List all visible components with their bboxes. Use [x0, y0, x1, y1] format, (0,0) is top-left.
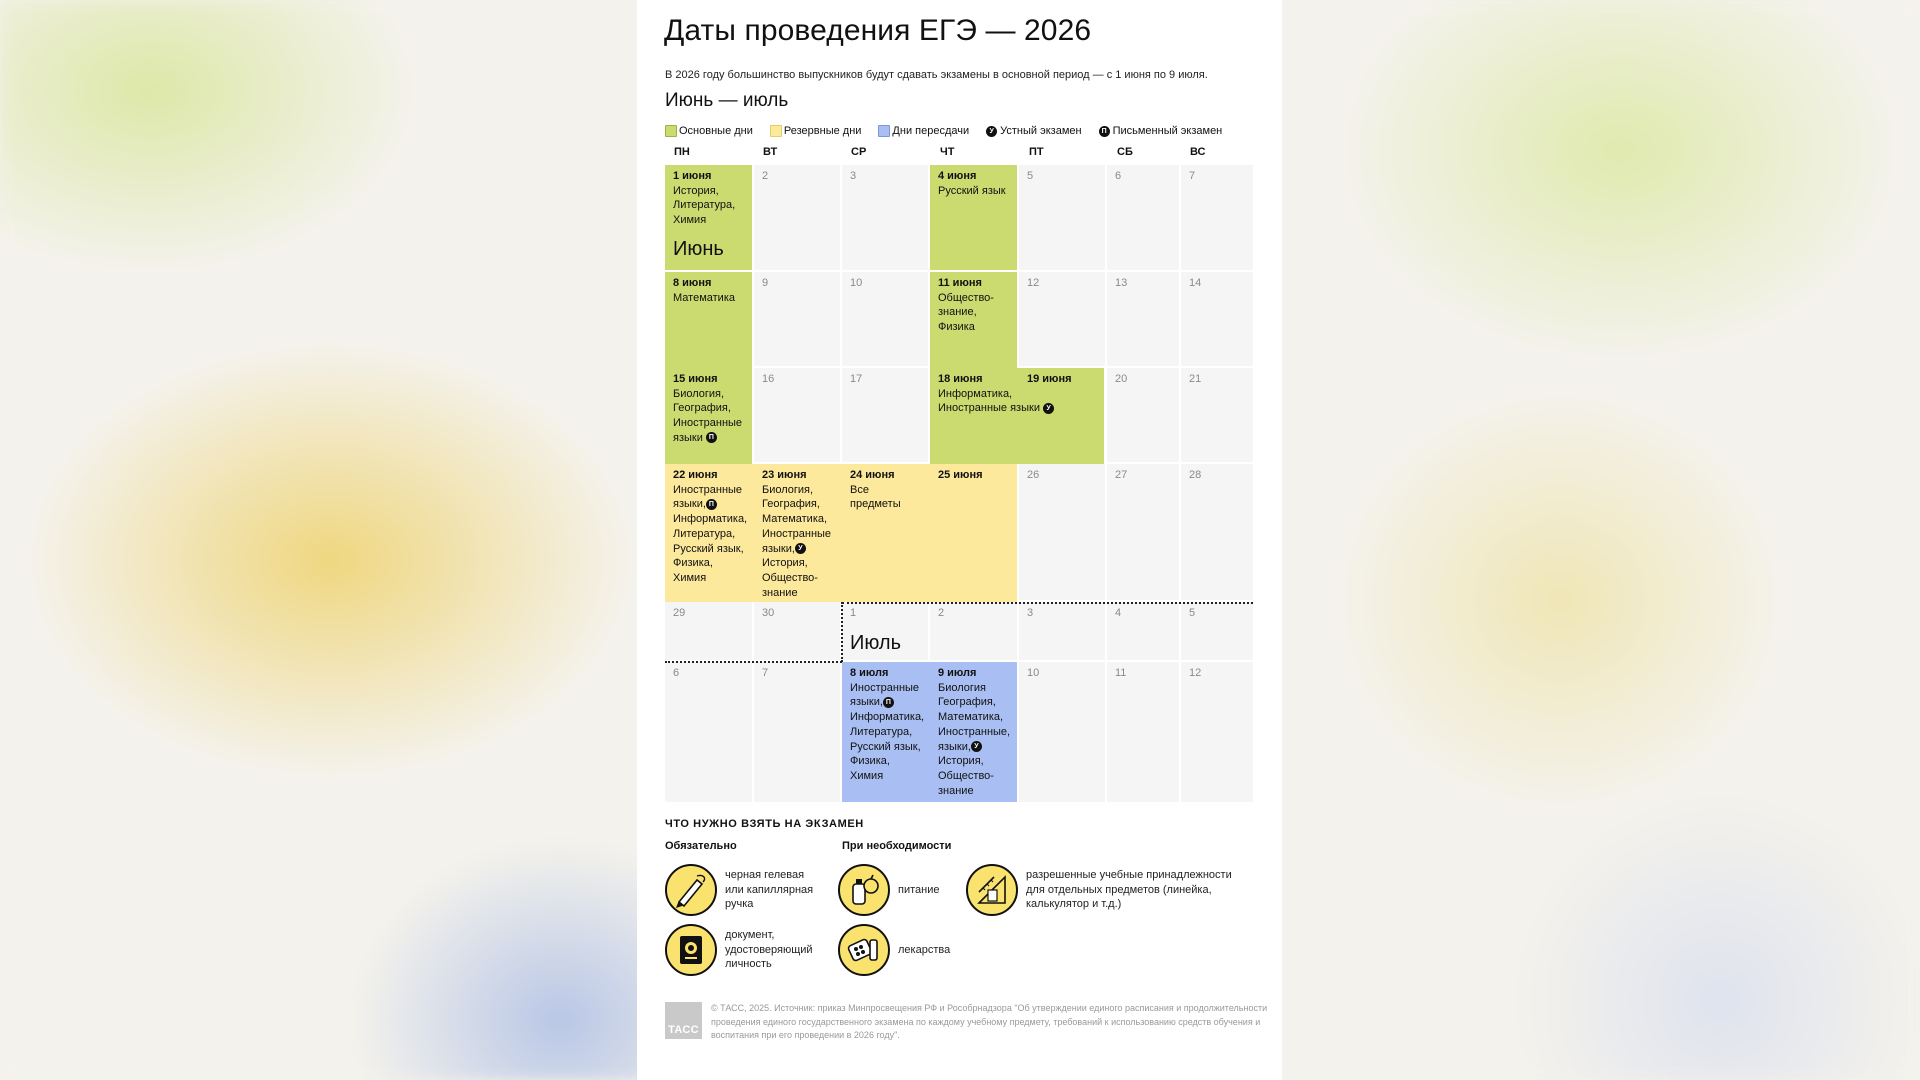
needs-required-label: Обязательно	[665, 840, 737, 852]
written-exam-icon: П	[883, 697, 894, 708]
day-subjects	[762, 483, 834, 557]
day-subjects	[938, 681, 1009, 755]
subtitle: Июнь — июль	[665, 90, 789, 111]
day-subjects-more: Информатика, Литература, Русский язык, Физика, Химия	[850, 711, 925, 782]
reserve-days-swatch	[770, 125, 782, 137]
calendar-day	[754, 368, 840, 462]
oral-exam-icon: У	[986, 126, 997, 137]
day-date: 18 июня	[938, 373, 983, 385]
calendar-day	[842, 602, 928, 660]
calendar-day	[1181, 368, 1253, 462]
day-date: 19 июня	[1027, 373, 1072, 385]
need-item-food	[838, 864, 939, 916]
footer	[665, 1002, 1271, 1043]
need-item-supplies	[966, 864, 1232, 916]
day-date: 24 июня	[850, 469, 895, 481]
main-days-swatch	[665, 125, 677, 137]
calendar-day	[930, 165, 1017, 270]
infographic-card	[637, 0, 1282, 1080]
weekday-sun: ВС	[1190, 146, 1206, 158]
day-number: 1	[850, 607, 857, 619]
weekday-wed: СР	[851, 146, 867, 158]
day-date: 15 июня	[673, 373, 718, 385]
calendar-day	[665, 464, 754, 602]
day-subjects-text: Иностранные языки,	[850, 681, 920, 709]
calendar-day	[1181, 662, 1253, 802]
need-item-pen	[665, 864, 813, 916]
weekday-header	[665, 146, 1253, 160]
calendar-day	[842, 464, 930, 602]
calendar-day	[1181, 272, 1253, 366]
weekday-mon: ПН	[674, 146, 690, 158]
day-number: 4	[1115, 607, 1122, 619]
passport-icon	[665, 924, 717, 976]
day-date: 8 июня	[673, 277, 712, 289]
needs-title: ЧТО НУЖНО ВЗЯТЬ НА ЭКЗАМЕН	[665, 818, 864, 830]
month-label-june: Июнь	[673, 238, 724, 260]
calendar-day	[930, 464, 1017, 602]
day-subjects	[673, 483, 746, 512]
day-subjects-text: Биология География, Математика, Иностранные, языки,	[938, 681, 1011, 753]
calendar-day	[754, 165, 840, 270]
legend-written-label: Письменный экзамен	[1112, 125, 1223, 137]
day-number: 17	[850, 373, 863, 385]
need-medicine-text: лекарства	[898, 943, 951, 956]
day-number: 3	[850, 170, 857, 182]
legend-written	[1099, 125, 1223, 137]
calendar-day	[665, 662, 752, 802]
need-item-medicine	[838, 924, 950, 976]
calendar-day	[1019, 602, 1105, 660]
pen-icon	[665, 864, 717, 916]
calendar-day	[1181, 464, 1253, 600]
day-number: 7	[762, 667, 769, 679]
day-date: 1 июня	[673, 170, 712, 182]
calendar-day	[1107, 272, 1179, 366]
tass-logo: ТАСС	[665, 1002, 702, 1039]
month-label-july: Июль	[850, 632, 902, 654]
day-number: 20	[1115, 373, 1128, 385]
need-pen-text: черная гелевая или капиллярная ручка	[725, 869, 814, 911]
day-subjects: Общество- знание, Физика	[938, 291, 994, 334]
day-subjects: История, Литература, Химия	[673, 184, 736, 227]
day-subjects	[850, 681, 922, 710]
day-dates-row	[938, 372, 1096, 387]
calendar-day	[665, 272, 752, 368]
oral-exam-icon: У	[971, 741, 982, 752]
day-number: 10	[850, 277, 863, 289]
weekday-tue: ВТ	[763, 146, 778, 158]
calendar-day	[1107, 602, 1179, 660]
calendar-day	[1019, 165, 1105, 270]
calendar-day	[754, 602, 840, 660]
legend-retake	[878, 125, 969, 137]
written-exam-icon: П	[706, 499, 717, 510]
day-number: 26	[1027, 469, 1040, 481]
day-number: 6	[673, 667, 680, 679]
day-date: 4 июня	[938, 170, 977, 182]
day-number: 14	[1189, 277, 1202, 289]
month-separator-line	[665, 661, 842, 663]
day-subjects: Русский язык	[938, 184, 1006, 197]
day-subjects-more: История, Общество- знание	[938, 755, 994, 797]
day-number: 12	[1027, 277, 1040, 289]
calendar-day	[1107, 662, 1179, 802]
calendar-day	[754, 272, 840, 366]
calendar-day	[754, 662, 840, 802]
calendar-day	[842, 368, 928, 462]
calendar-day	[1019, 464, 1105, 600]
need-food-text: питание	[898, 883, 940, 896]
page-title: Даты проведения ЕГЭ — 2026	[664, 14, 1092, 47]
pills-icon	[838, 924, 890, 976]
legend-reserve-label: Резервные дни	[783, 125, 862, 137]
weekday-sat: СБ	[1117, 146, 1133, 158]
calendar-day-span	[930, 368, 1104, 464]
day-date: 8 июля	[850, 667, 889, 679]
day-date: 9 июля	[938, 667, 977, 679]
day-number: 21	[1189, 373, 1202, 385]
day-subjects-text: Информатика, Иностранные языки	[938, 387, 1040, 415]
retake-days-swatch	[878, 125, 890, 137]
day-number: 6	[1115, 170, 1122, 182]
month-separator-line	[841, 602, 843, 662]
ruler-triangle-icon	[966, 864, 1018, 916]
weekday-thu: ЧТ	[940, 146, 955, 158]
day-number: 27	[1115, 469, 1128, 481]
calendar-day	[930, 272, 1017, 368]
day-date: 25 июня	[938, 469, 983, 481]
oral-exam-icon: У	[1043, 403, 1054, 414]
intro-text: В 2026 году большинство выпускников будут сдавать экзамены в основной период — с 1 июня по 9 июля.	[665, 69, 1208, 81]
day-number: 5	[1189, 607, 1196, 619]
calendar-grid	[637, 0, 1282, 820]
day-number: 12	[1189, 667, 1202, 679]
needs-optional-label: При необходимости	[842, 840, 952, 852]
legend	[665, 124, 1222, 138]
day-subjects: Все предметы	[850, 483, 901, 511]
calendar-day	[1107, 464, 1179, 600]
day-number: 3	[1027, 607, 1034, 619]
legend-oral	[986, 125, 1081, 137]
day-number: 11	[1115, 667, 1127, 679]
day-subjects	[938, 387, 1096, 416]
calendar-day	[1181, 165, 1253, 270]
day-date: 22 июня	[673, 469, 718, 481]
calendar-day	[754, 464, 842, 602]
day-number: 10	[1027, 667, 1040, 679]
day-number: 5	[1027, 170, 1034, 182]
weekday-fri: ПТ	[1029, 146, 1044, 158]
day-number: 13	[1115, 277, 1128, 289]
day-subjects-more: Информатика, Литература, Русский язык, Физика, Химия	[673, 513, 748, 584]
day-subjects	[673, 387, 744, 446]
day-number: 2	[938, 607, 945, 619]
calendar-day	[1107, 368, 1179, 462]
day-number: 2	[762, 170, 769, 182]
calendar-day	[842, 272, 928, 366]
day-subjects: Математика	[673, 291, 735, 304]
need-item-document	[665, 924, 813, 976]
calendar-day	[930, 602, 1017, 660]
day-number: 30	[762, 607, 775, 619]
need-supplies-text: разрешенные учебные принадлежности для отдельных предметов (линейка, калькулятор и т.д.)	[1026, 869, 1232, 911]
food-icon	[838, 864, 890, 916]
day-subjects-text: Биология, География, Математика, Иностранные языки,	[762, 483, 832, 555]
day-number: 16	[762, 373, 775, 385]
day-date: 11 июня	[938, 277, 982, 289]
day-subjects-more: История, Общество- знание	[762, 557, 818, 599]
calendar-day	[1181, 602, 1253, 660]
written-exam-icon: П	[706, 432, 717, 443]
calendar-day	[1019, 662, 1105, 802]
day-number: 9	[762, 277, 769, 289]
calendar-day	[1107, 165, 1179, 270]
calendar-day	[665, 368, 752, 464]
calendar-day	[842, 165, 928, 270]
day-date: 23 июня	[762, 469, 807, 481]
oral-exam-icon: У	[795, 543, 806, 554]
written-exam-icon: П	[1099, 126, 1110, 137]
calendar-day	[1019, 272, 1105, 366]
day-subjects-text: Иностранные языки,	[673, 483, 743, 511]
calendar-day	[842, 662, 930, 802]
legend-main	[665, 125, 753, 137]
calendar-day	[930, 662, 1017, 802]
calendar-day	[665, 602, 752, 660]
legend-oral-label: Устный экзамен	[1000, 125, 1082, 137]
calendar-day	[665, 165, 752, 270]
day-subjects-text: Биология, География, Иностранные языки	[673, 387, 743, 444]
legend-reserve	[770, 125, 862, 137]
day-number: 28	[1189, 469, 1202, 481]
footer-source-text: © ТАСС, 2025. Источник: приказ Минпросвещения РФ и Рособрнадзора "Об утверждении единого расписания и продолжительности проведения единого государственного экзамена по каждому учебному предмету, требований к использованию средств обучения и воспитания при его проведении в 2026 году".	[711, 1003, 1268, 1040]
legend-retake-label: Дни пересдачи	[892, 125, 970, 137]
day-number: 7	[1189, 170, 1196, 182]
need-document-text: документ, удостоверяющий личность	[725, 929, 813, 971]
month-separator-line	[842, 602, 1253, 604]
day-number: 29	[673, 607, 686, 619]
legend-main-label: Основные дни	[679, 125, 753, 137]
